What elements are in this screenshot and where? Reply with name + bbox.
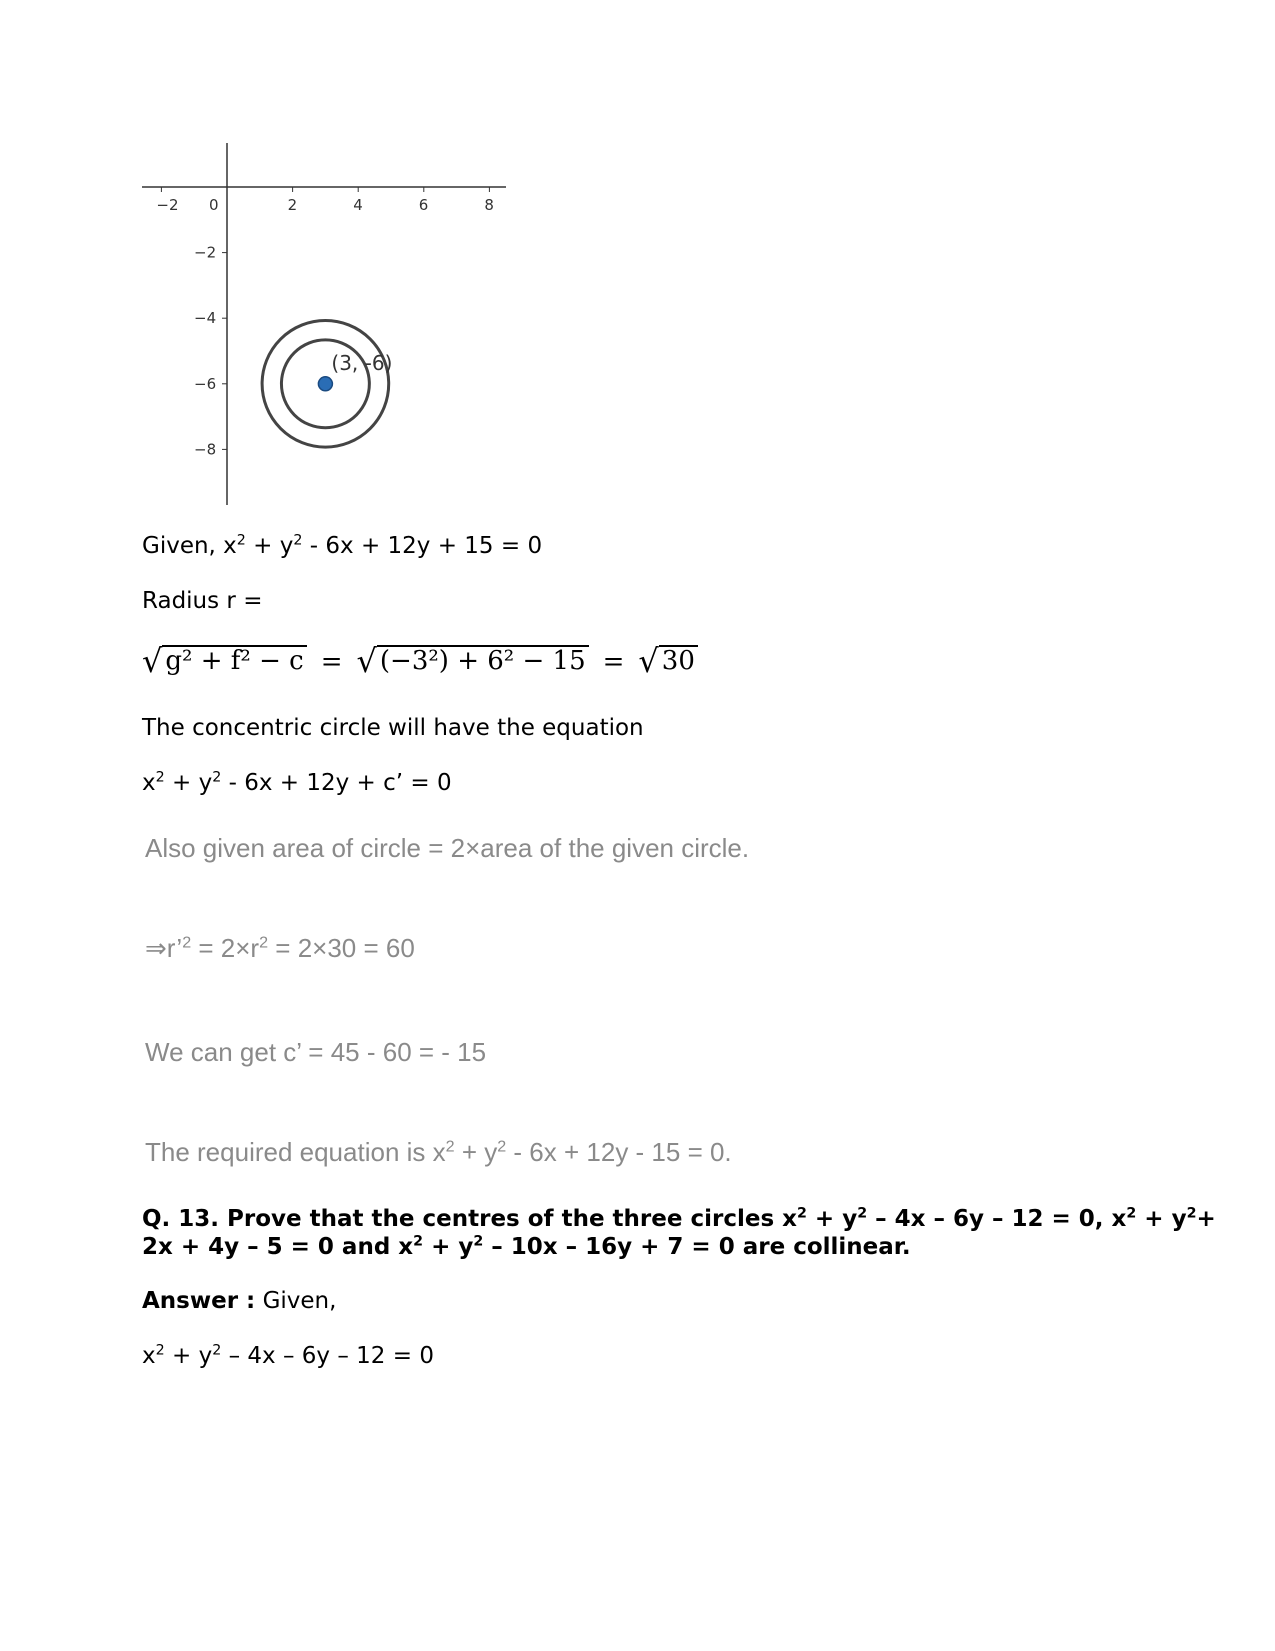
y-tick-label: −4 bbox=[194, 309, 217, 328]
question-13 bbox=[142, 1205, 1216, 1261]
x-tick-label: 4 bbox=[353, 196, 363, 214]
y-tick-label: −6 bbox=[194, 374, 217, 393]
y-tick-labels bbox=[194, 244, 227, 459]
circle-1-equation: $x^2 + y^2 - 4x - 6y - 12 = 0$ bbox=[142, 1342, 434, 1369]
y-tick-label: −2 bbox=[194, 243, 217, 262]
x-tick-label: −2 bbox=[156, 196, 179, 214]
center-point-label: (3, -6) bbox=[331, 350, 393, 375]
radical-3: √ 30 bbox=[638, 645, 697, 677]
answer-line: Answer : Given, bbox=[142, 1288, 337, 1314]
concentric-equation: $x^2 + y^2 - 6x + 12y + c$’ = 0 bbox=[142, 769, 452, 796]
c-value-line: We can get c’ = 45 - 60 = - 15 bbox=[145, 1037, 487, 1067]
question-13-line-1: Q. 13. Prove that the centres of the three circles $x^2 + y^2 - 4x - 6y - 12 = 0$, $x^2 + y^2+$ bbox=[142, 1205, 1216, 1232]
x-tick-labels bbox=[156, 187, 494, 214]
radius-formula: √ g² + f² − c = √ (−3²) + 6² − 15 = √ 30 bbox=[142, 645, 698, 677]
answer-label: Answer : bbox=[142, 1288, 256, 1314]
x-tick-label: 2 bbox=[287, 196, 298, 214]
concentric-text: The concentric circle will have the equation bbox=[142, 715, 644, 741]
also-given-text: Also given area of circle = 2×area of the given circle. bbox=[145, 833, 750, 863]
question-13-line-2: 2x + 4y – 5 = 0 and $x^2 + y^2 - 10x - 16y + 7 = 0$ are collinear. bbox=[142, 1233, 911, 1260]
x-tick-label: 8 bbox=[484, 196, 494, 214]
radical-2: √ (−3²) + 6² − 15 bbox=[357, 645, 589, 677]
r-squared-line: ⇒r’$^2$ = $2\times r^2 = 2\times 30 = 60$ bbox=[145, 933, 415, 963]
x-tick-label: 6 bbox=[418, 196, 429, 214]
x-tick-label: 0 bbox=[209, 196, 219, 214]
center-point bbox=[318, 377, 332, 391]
given-equation: Given, $x^2 + y^2 - 6x + 12y + 15 = 0$ bbox=[142, 532, 543, 559]
radical-1: √ g² + f² − c bbox=[142, 645, 307, 677]
required-equation: The required equation is $x^2 + y^2 - 6x + 12y - 15 = 0$. bbox=[145, 1137, 732, 1167]
circle-graph bbox=[130, 135, 520, 515]
y-tick-label: −8 bbox=[194, 440, 217, 459]
radius-label: Radius r = bbox=[142, 588, 263, 614]
